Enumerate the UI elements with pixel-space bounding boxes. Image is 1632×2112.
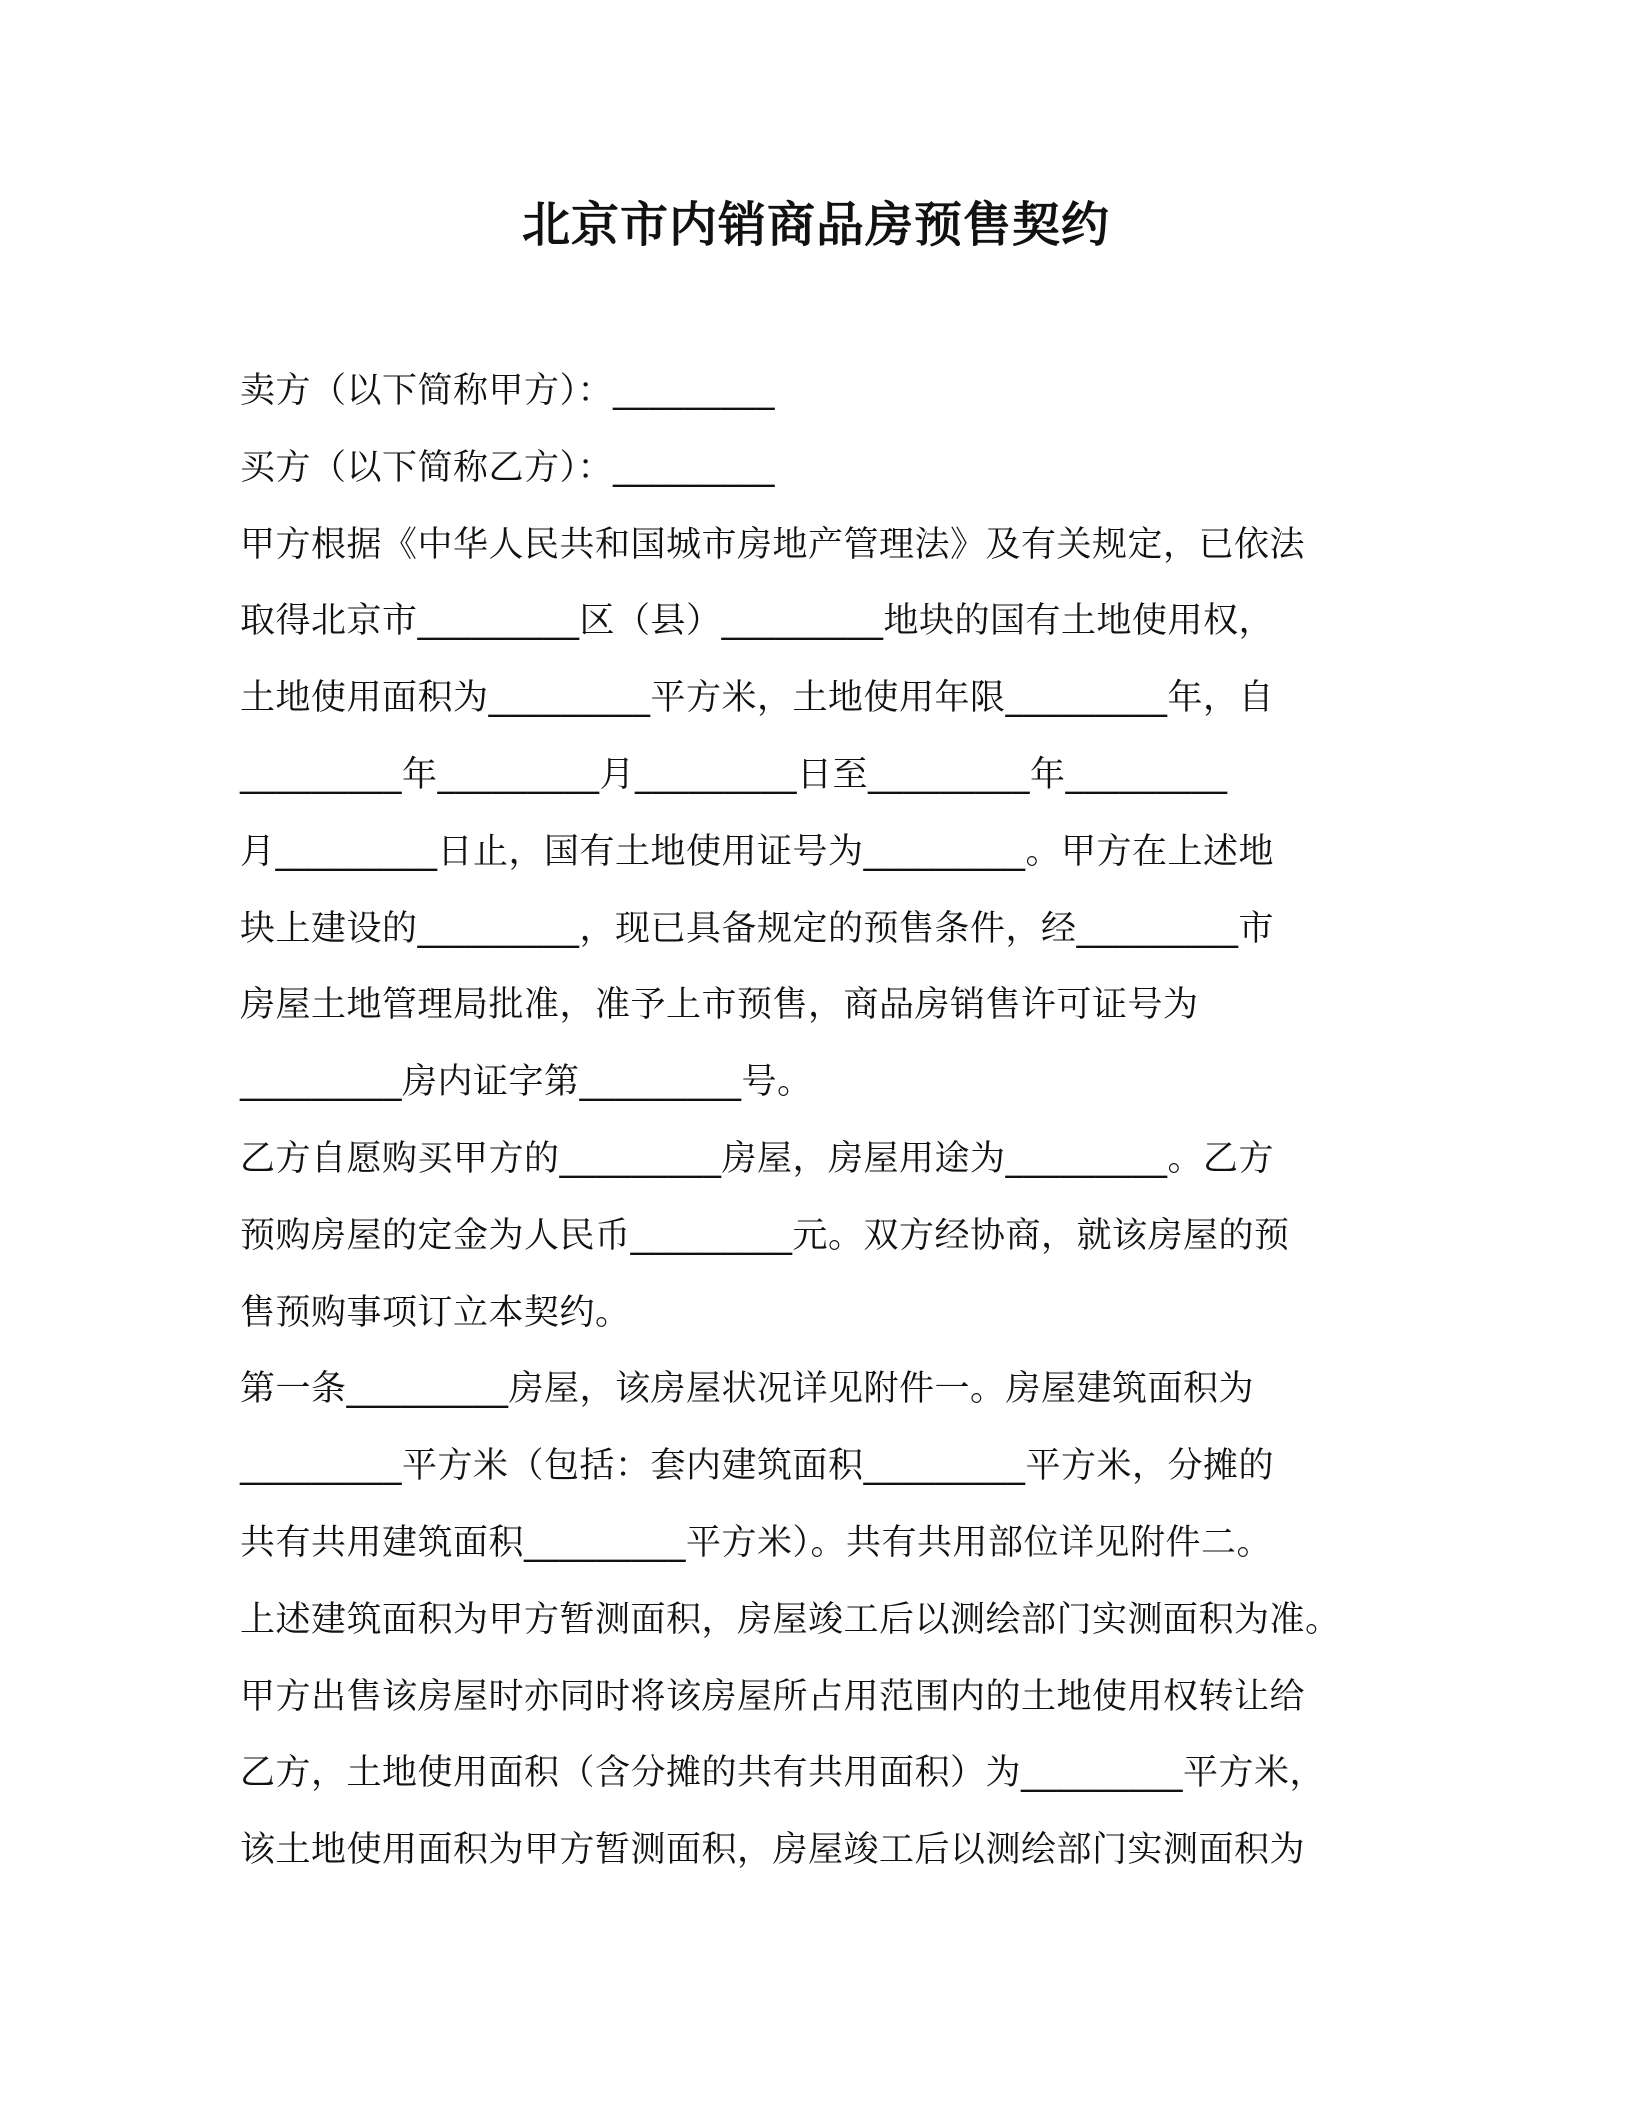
document-body [240, 353, 1440, 1889]
paragraph-line: 取得北京市_________区（县）_________地块的国有土地使用权， [240, 601, 1275, 642]
paragraph-line: _________年_________月_________日至_________年_________ [240, 754, 1228, 795]
paragraph-line: 土地使用面积为_________平方米，土地使用年限_________年，自 [240, 678, 1275, 719]
article-line: 第一条_________房屋，该房屋状况详见附件一。房屋建筑面积为 [240, 1369, 1255, 1410]
document-title: 北京市内销商品房预售契约 [521, 197, 1110, 253]
article-line: _________平方米（包括：套内建筑面积_________平方米，分摊的 [240, 1446, 1275, 1487]
article-line: 共有共用建筑面积_________平方米）。共有共用部位详见附件二。 [240, 1522, 1273, 1563]
paragraph-line: 甲方根据《中华人民共和国城市房地产管理法》及有关规定，已依法 [240, 524, 1306, 565]
seller-line: 卖方（以下简称甲方）：_________ [240, 371, 776, 411]
article-line: 乙方，土地使用面积（含分摊的共有共用面积）为_________平方米， [240, 1753, 1326, 1794]
paragraph-line: 块上建设的_________，现已具备规定的预售条件，经_________市 [240, 908, 1275, 949]
paragraph-line: _________房内证字第_________号。 [240, 1062, 813, 1103]
paragraph-line: 售预购事项订立本契约。 [240, 1292, 631, 1333]
paragraph-line: 预购房屋的定金为人民币_________元。双方经协商，就该房屋的预 [240, 1215, 1290, 1256]
article-line: 上述建筑面积为甲方暂测面积，房屋竣工后以测绘部门实测面积为准。 [240, 1599, 1341, 1640]
paragraph-line: 乙方自愿购买甲方的_________房屋，房屋用途为_________。乙方 [240, 1138, 1275, 1179]
article-line: 甲方出售该房屋时亦同时将该房屋所占用范围内的土地使用权转让给 [240, 1676, 1306, 1717]
paragraph-line: 月_________日止，国有土地使用证号为_________。甲方在上述地 [240, 831, 1275, 872]
paragraph-line: 房屋土地管理局批准，准予上市预售，商品房销售许可证号为 [240, 985, 1199, 1026]
buyer-line: 买方（以下简称乙方）：_________ [240, 447, 776, 488]
article-line: 该土地使用面积为甲方暂测面积，房屋竣工后以测绘部门实测面积为 [240, 1830, 1306, 1871]
